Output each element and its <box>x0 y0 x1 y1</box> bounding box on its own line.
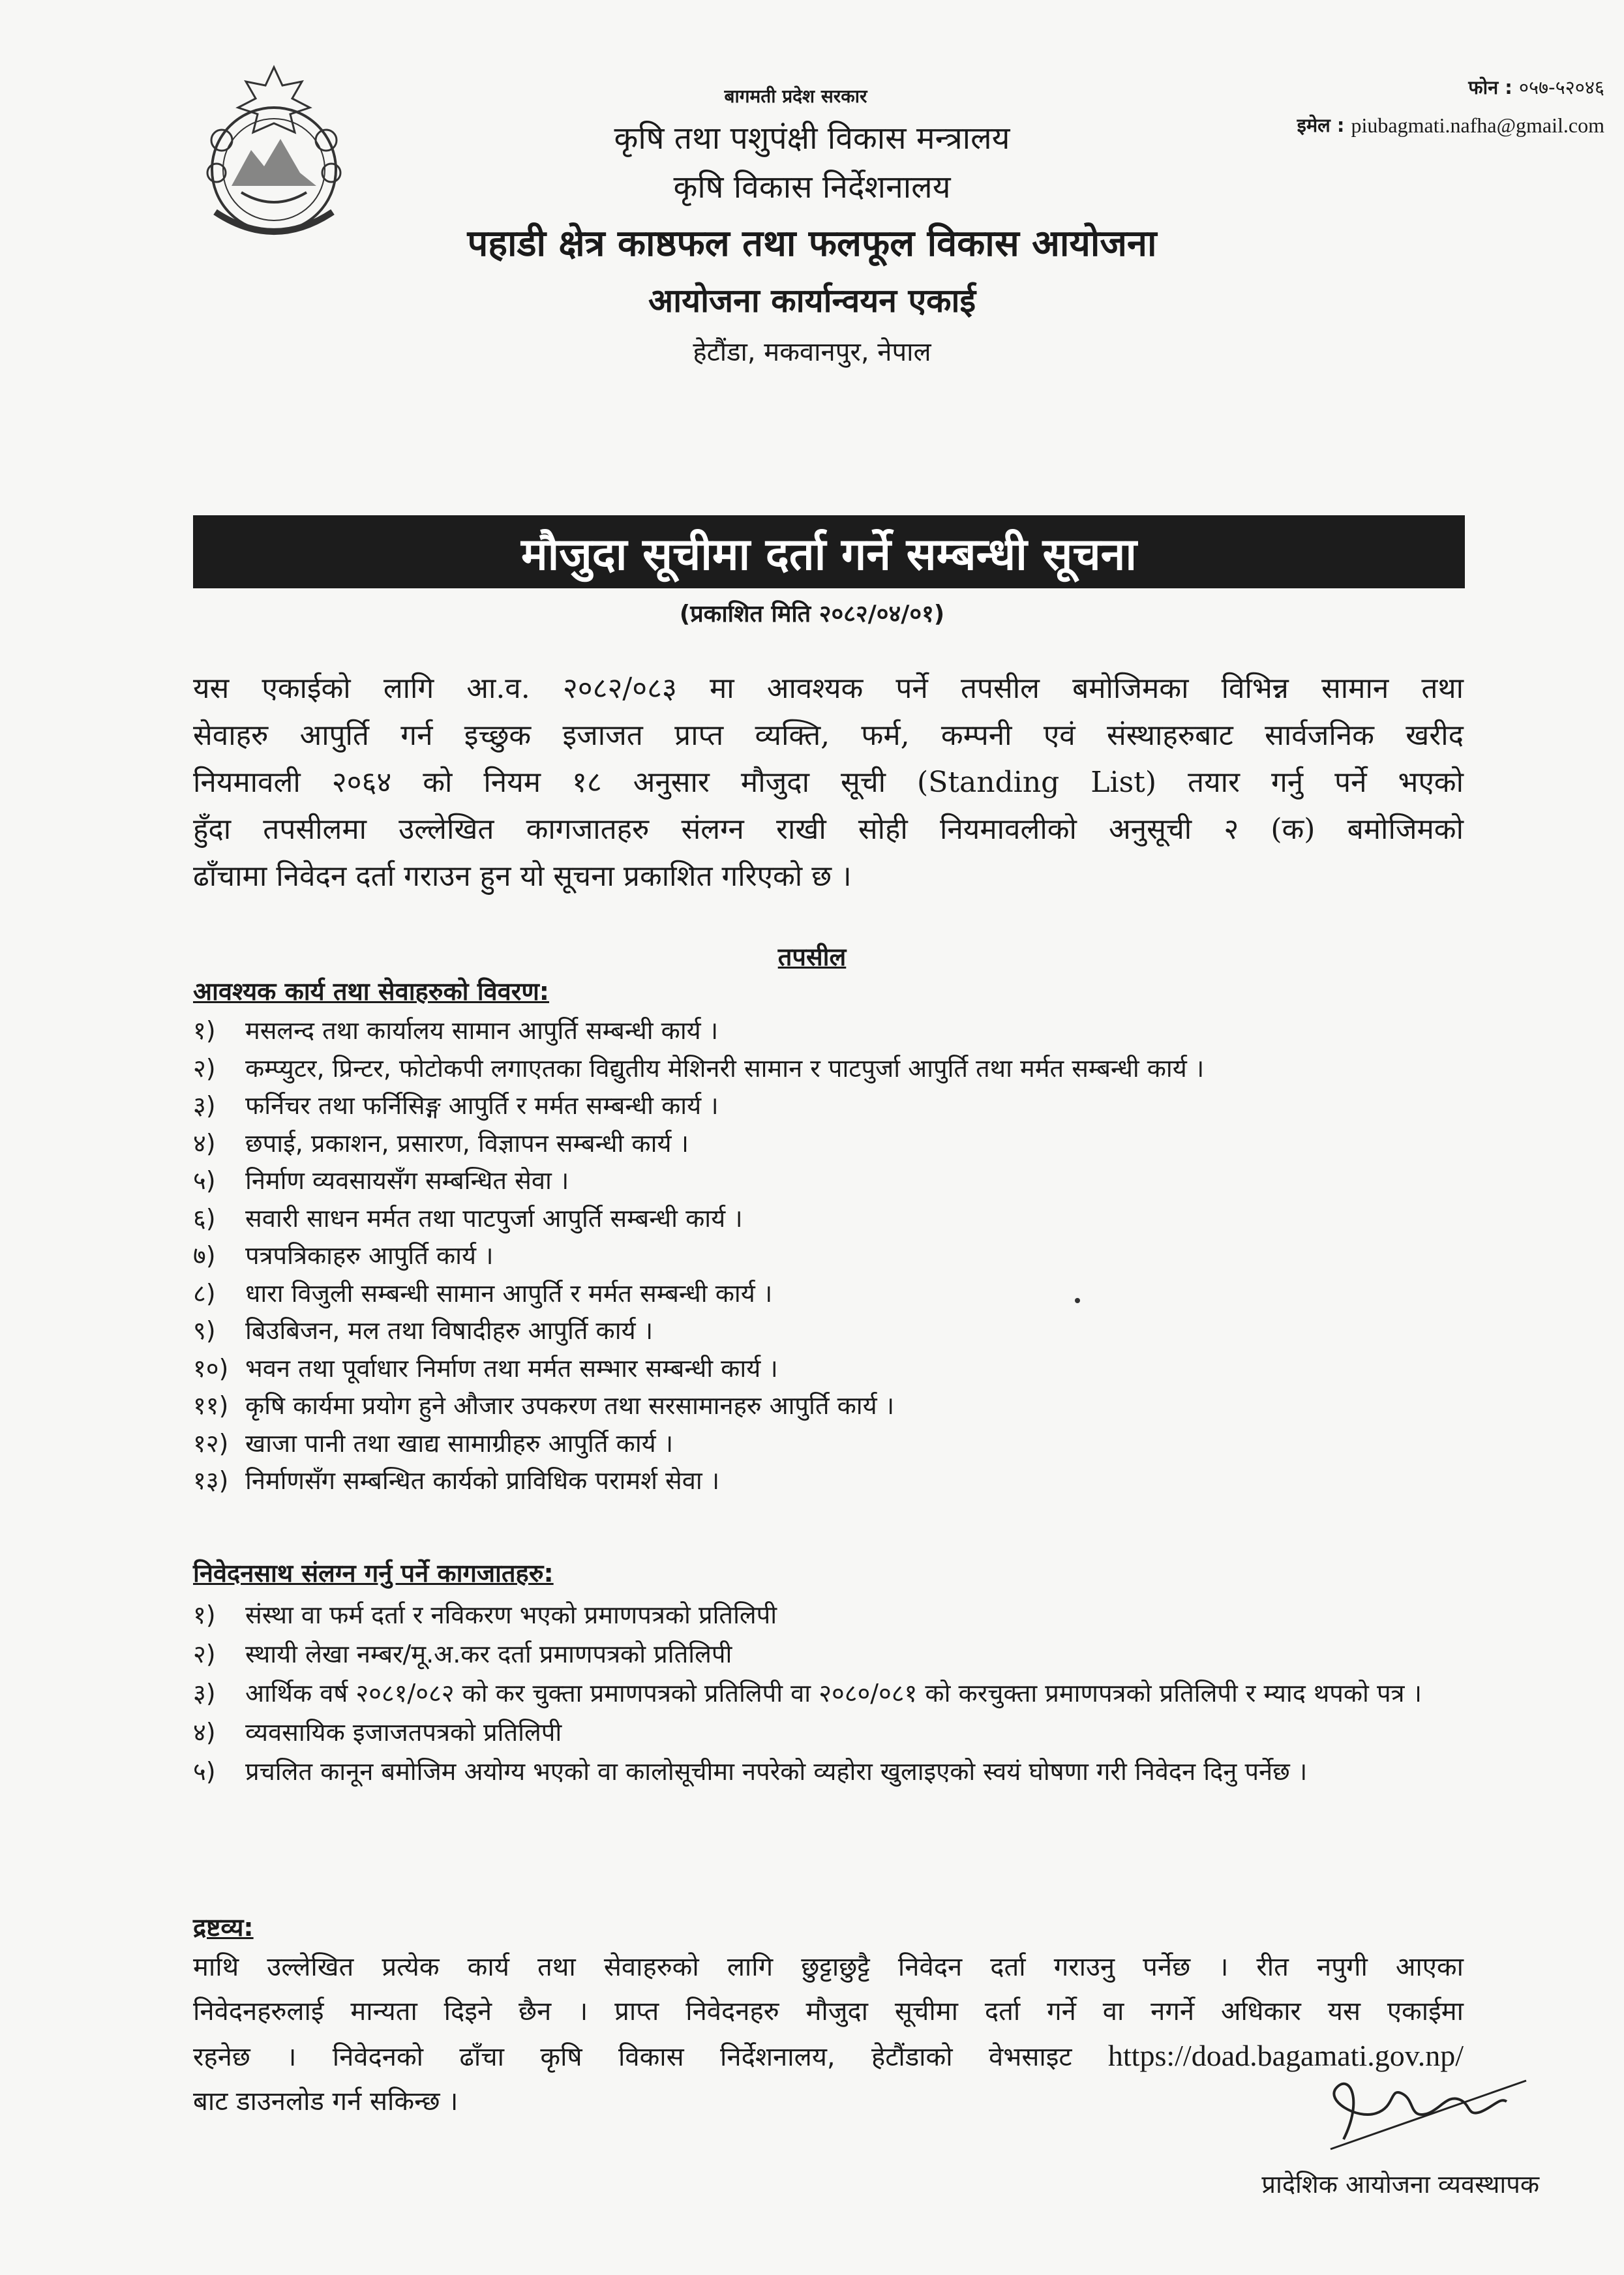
list-item <box>193 1162 1471 1200</box>
phone-label: फोन : <box>1468 76 1512 98</box>
item-text: सवारी साधन मर्मत तथा पाटपुर्जा आपुर्ति सम्बन्धी कार्य । <box>245 1203 743 1233</box>
item-number: ८) <box>193 1278 216 1308</box>
item-number: ६) <box>193 1203 216 1233</box>
note-line: माथि उल्लेखित प्रत्येक कार्य तथा सेवाहरुको लागि छुट्टाछुट्टै निवेदन दर्ता गराउनु पर्नेछ । रीत नपुगी आएका <box>193 1952 1464 1982</box>
handwritten-signature <box>1304 2061 1539 2159</box>
email-label: इमेल : <box>1297 114 1345 136</box>
list-item <box>193 1595 1471 1635</box>
list-item <box>193 1425 1471 1463</box>
item-text: व्यवसायिक इजाजतपत्रको प्रतिलिपी <box>245 1718 562 1747</box>
item-number: ७) <box>193 1241 216 1270</box>
note-heading: द्रष्टव्य: <box>193 1913 254 1942</box>
item-number: ५) <box>193 1166 216 1195</box>
body-line: यस एकाईको लागि आ.व. २०८२/०८३ मा आवश्यक पर्ने तपसील बमोजिमका विभिन्न सामान तथा <box>193 672 1464 705</box>
note-line <box>193 2034 1464 2079</box>
list-item <box>193 1713 1471 1752</box>
item-text: मसलन्द तथा कार्यालय सामान आपुर्ति सम्बन्धी कार्य । <box>245 1016 719 1045</box>
ministry-name: कृषि तथा पशुपंक्षी विकास मन्त्रालय <box>614 120 1010 157</box>
item-number: ३) <box>193 1091 216 1120</box>
item-text: फर्निचर तथा फर्निसिङ्ग आपुर्ति र मर्मत सम्बन्धी कार्य । <box>245 1091 719 1120</box>
phone-row <box>1220 68 1624 106</box>
signatory-designation: प्रादेशिक आयोजना व्यवस्थापक <box>1261 2170 1539 2199</box>
list-item <box>193 1752 1471 1791</box>
item-text: प्रचलित कानून बमोजिम अयोग्य भएको वा कालोसूचीमा नपरेको व्यहोरा खुलाइएको स्वयं घोषणा गरी निवेदन दिनु पर्नेछ । <box>245 1757 1308 1786</box>
list-item <box>193 1200 1471 1238</box>
phone-number: ०५७-५२०४६ <box>1518 76 1604 98</box>
list-item <box>193 1387 1471 1425</box>
province-government: बागमती प्रदेश सरकार <box>724 85 867 107</box>
item-number: २) <box>193 1640 216 1668</box>
list-item <box>193 1674 1471 1713</box>
item-text: निर्माणसँग सम्बन्धित कार्यको प्राविधिक परामर्श सेवा । <box>245 1466 720 1495</box>
item-text: आर्थिक वर्ष २०८१/०८२ को कर चुक्ता प्रमाणपत्रको प्रतिलिपी वा २०८०/०८१ को करचुक्ता प्रमाणपत्रको प्रतिलिपी र म्याद थपको पत्र । <box>245 1679 1422 1708</box>
item-text: संस्था वा फर्म दर्ता र नविकरण भएको प्रमाणपत्रको प्रतिलिपी <box>245 1601 777 1629</box>
notice-body <box>193 665 1464 900</box>
item-number: ४) <box>193 1718 216 1747</box>
item-text: बिउबिजन, मल तथा विषादीहरु आपुर्ति कार्य । <box>245 1316 654 1345</box>
item-number: १३) <box>193 1466 229 1495</box>
item-number: ५) <box>193 1757 216 1786</box>
item-text: स्थायी लेखा नम्बर/मू.अ.कर दर्ता प्रमाणपत्रको प्रतिलिपी <box>245 1640 732 1668</box>
services-list <box>193 1012 1471 1500</box>
item-text: कृषि कार्यमा प्रयोग हुने औजार उपकरण तथा सरसामानहरु आपुर्ति कार्य । <box>245 1391 895 1420</box>
item-number: ३) <box>193 1679 216 1708</box>
office-address: हेटौंडा, मकवानपुर, नेपाल <box>693 337 931 367</box>
documents-heading: निवेदनसाथ संलग्न गर्नु पर्ने कागजातहरु: <box>193 1559 554 1588</box>
published-date: (प्रकाशित मिति २०८२/०४/०१) <box>679 601 945 627</box>
project-name: पहाडी क्षेत्र काष्ठफल तथा फलफूल विकास आयोजना <box>467 222 1157 265</box>
item-number: ११) <box>193 1391 229 1420</box>
email-address: piubagmati.nafha@gmail.com <box>1351 113 1604 137</box>
speck-mark <box>1075 1298 1080 1303</box>
schedule-heading: तपसील <box>777 942 847 971</box>
directorate-name: कृषि विकास निर्देशनालय <box>673 169 951 205</box>
list-item <box>193 1462 1471 1500</box>
note-line: निवेदनहरुलाई मान्यता दिइने छैन । प्राप्त निवेदनहरु मौजुदा सूचीमा दर्ता गर्ने वा नगर्ने अधिकार यस एकाईमा <box>193 1996 1464 2026</box>
item-text: छपाई, प्रकाशन, प्रसारण, विज्ञापन सम्बन्धी कार्य । <box>245 1128 689 1158</box>
list-item <box>193 1012 1471 1050</box>
item-text: कम्प्युटर, प्रिन्टर, फोटोकपी लगाएतका विद्युतीय मेशिनरी सामान र पाटपुर्जा आपुर्ति तथा मर्मत सम्बन्धी कार्य । <box>245 1053 1205 1083</box>
list-item <box>193 1237 1471 1275</box>
item-number: १२) <box>193 1428 229 1458</box>
note-line-text: रहनेछ । निवेदनको ढाँचा कृषि विकास निर्देशनालय, हेटौंडाको वेभसाइट <box>193 2042 1072 2072</box>
list-item <box>193 1125 1471 1163</box>
list-item <box>193 1350 1471 1388</box>
documents-list <box>193 1595 1471 1791</box>
item-text: खाजा पानी तथा खाद्य सामाग्रीहरु आपुर्ति कार्य । <box>245 1428 674 1458</box>
list-item <box>193 1050 1471 1088</box>
body-line: हुँदा तपसीलमा उल्लेखित कागजातहरु संलग्न राखी सोही नियमावलीको अनुसूची २ (क) बमोजिमको <box>193 813 1464 846</box>
note-line: बाट डाउनलोड गर्न सकिन्छ । <box>193 2087 459 2117</box>
item-number: ९) <box>193 1316 216 1345</box>
body-line: ढाँचामा निवेदन दर्ता गराउन हुन यो सूचना प्रकाशित गरिएको छ । <box>193 860 852 893</box>
list-item <box>193 1275 1471 1313</box>
item-text: धारा विजुली सम्बन्धी सामान आपुर्ति र मर्मत सम्बन्धी कार्य । <box>245 1278 773 1308</box>
body-line: सेवाहरु आपुर्ति गर्न इच्छुक इजाजत प्राप्त व्यक्ति, फर्म, कम्पनी एवं संस्थाहरुबाट सार्वजनिक खरीद <box>193 719 1464 752</box>
list-item <box>193 1635 1471 1674</box>
item-text: निर्माण व्यवसायसँग सम्बन्धित सेवा । <box>245 1166 569 1195</box>
notice-title: मौजुदा सूचीमा दर्ता गर्ने सम्बन्धी सूचना <box>193 515 1465 588</box>
item-number: ४) <box>193 1128 216 1158</box>
services-heading: आवश्यक कार्य तथा सेवाहरुको विवरण: <box>193 977 550 1006</box>
item-number: १) <box>193 1016 216 1045</box>
list-item <box>193 1087 1471 1125</box>
item-text: पत्रपत्रिकाहरु आपुर्ति कार्य । <box>245 1241 494 1270</box>
note-body <box>193 1945 1464 2124</box>
item-number: १) <box>193 1601 216 1629</box>
item-number: १०) <box>193 1353 229 1383</box>
website-link[interactable]: https://doad.bagamati.gov.np/ <box>1107 2039 1464 2072</box>
body-line: नियमावली २०६४ को नियम १८ अनुसार मौजुदा सूची (Standing List) तयार गर्नु पर्ने भएको <box>193 766 1464 799</box>
item-text: भवन तथा पूर्वाधार निर्माण तथा मर्मत सम्भार सम्बन्धी कार्य । <box>245 1353 778 1383</box>
item-number: २) <box>193 1053 216 1083</box>
unit-name: आयोजना कार्यान्वयन एकाई <box>648 282 976 320</box>
list-item <box>193 1312 1471 1350</box>
